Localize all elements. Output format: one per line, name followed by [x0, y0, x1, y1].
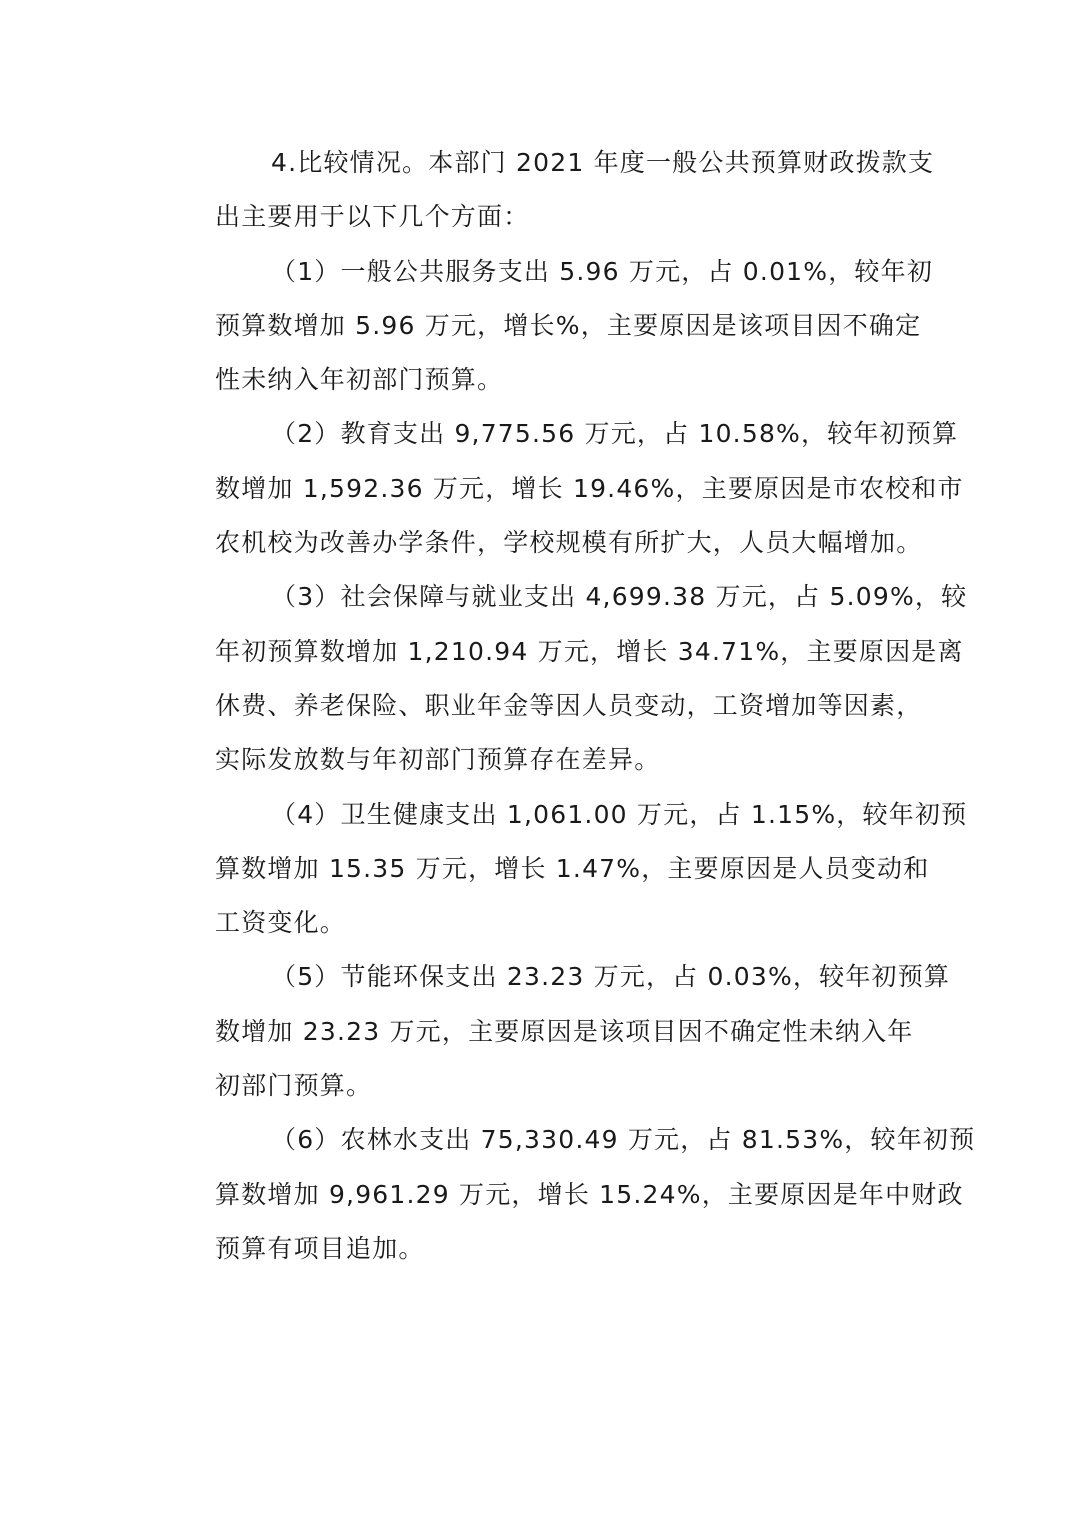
paragraph-item-2: [165, 407, 964, 570]
text-line: （1）一般公共服务支出 5.96 万元，占 0.01%，较年初: [271, 256, 934, 286]
document-body: [165, 136, 976, 1276]
paragraph-item-3: [165, 570, 968, 787]
paragraph-item-1: [165, 245, 934, 408]
text-line: 数增加 23.23 万元，主要原因是该项目因不确定性未纳入年: [215, 1016, 914, 1046]
text-line: 初部门预算。: [215, 1071, 373, 1101]
text-line: （2）教育支出 9,775.56 万元，占 10.58%，较年初预算: [271, 419, 959, 449]
text-line: 休费、养老保险、职业年金等因人员变动，工资增加等因素，: [215, 690, 923, 720]
text-line: 出主要用于以下几个方面：: [215, 202, 530, 232]
paragraph-item-5: [165, 950, 951, 1113]
text-line: （3）社会保障与就业支出 4,699.38 万元，占 5.09%，较: [271, 582, 968, 612]
text-line: 算数增加 9,961.29 万元，增长 15.24%，主要原因是年中财政: [215, 1179, 964, 1209]
text-line: （4）卫生健康支出 1,061.00 万元，占 1.15%，较年初预: [271, 799, 968, 829]
text-line: 预算数增加 5.96 万元，增长%，主要原因是该项目因不确定: [215, 310, 922, 340]
paragraph-intro: [165, 136, 935, 245]
text-line: （6）农林水支出 75,330.49 万元，占 81.53%，较年初预: [271, 1125, 976, 1155]
text-line: 农机校为改善办学条件，学校规模有所扩大，人员大幅增加。: [215, 528, 923, 558]
paragraph-item-6: [165, 1113, 976, 1276]
text-line: 年初预算数增加 1,210.94 万元，增长 34.71%，主要原因是离: [215, 636, 964, 666]
text-line: 工资变化。: [215, 908, 347, 938]
text-line: 实际发放数与年初部门预算存在差异。: [215, 745, 661, 775]
text-line: 数增加 1,592.36 万元，增长 19.46%，主要原因是市农校和市: [215, 473, 964, 503]
text-line: 性未纳入年初部门预算。: [215, 365, 504, 395]
text-line: 算数增加 15.35 万元，增长 1.47%，主要原因是人员变动和: [215, 853, 930, 883]
text-line: （5）节能环保支出 23.23 万元，占 0.03%，较年初预算: [271, 962, 951, 992]
paragraph-item-4: [165, 788, 968, 951]
text-line: 预算有项目追加。: [215, 1233, 425, 1263]
text-line: 4.比较情况。本部门 2021 年度一般公共预算财政拨款支: [271, 148, 935, 177]
